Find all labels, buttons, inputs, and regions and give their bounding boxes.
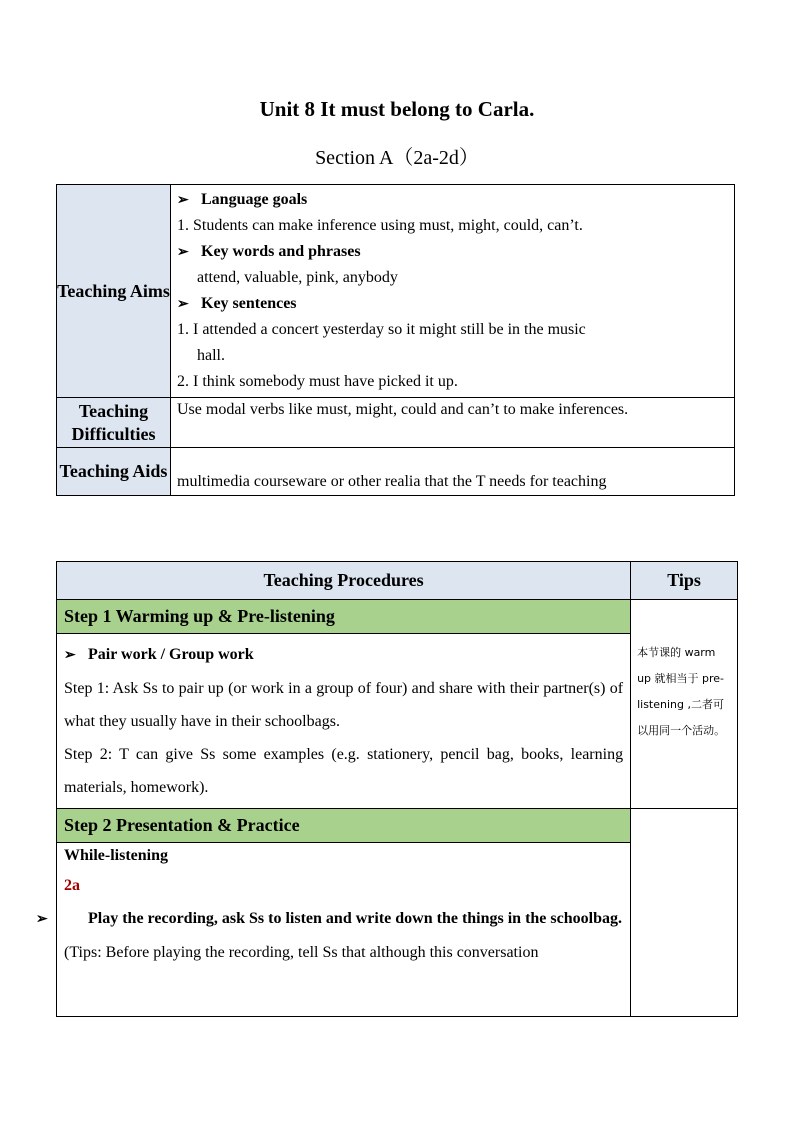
step1-line: Step 1: Ask Ss to pair up (or work in a group of four) and share with their partner(s) of what they usually have in their schoolbags. [64,680,624,730]
key-sentences-heading: ➢ Key sentences [177,291,728,317]
tips-header: Tips [631,562,738,600]
step1-title: Step 1 Warming up & Pre-listening [57,600,631,634]
step2-bullet: ➢ Play the recording, ask Ss to listen and write down the things in the schoolbag. [64,902,623,936]
step2-tip-cell [631,809,738,1017]
step2-tips-text: (Tips: Before playing the recording, tell Ss that although this conversation [64,944,539,961]
document-subtitle: Section A（2a-2d） [315,147,479,169]
activity-tag: 2a [64,877,80,894]
teaching-procedures-table [56,561,738,1017]
step1-tip: 本节课的 warm up 就相当于 pre-listening ,二者可以用同一个活动。 [631,600,738,809]
sentence-item: 1. I attended a concert yesterday so it might still be in the music [177,321,586,338]
teaching-aims-content [171,185,735,398]
key-words-heading: ➢ Key words and phrases [177,239,728,265]
teaching-aids-label: Teaching Aids [57,448,171,496]
procedures-header-row [57,562,738,600]
teaching-difficulties-label: Teaching Difficulties [57,398,171,448]
step2-body [57,843,631,1017]
language-goals-heading: ➢ Language goals [177,187,728,213]
teaching-aids-text: multimedia courseware or other realia that the T needs for teaching [171,448,735,496]
step1-line: Step 2: T can give Ss some examples (e.g. stationery, pencil bag, books, learning materials, homework). [64,746,624,796]
teaching-aims-table [56,184,735,496]
goal-item: 1. Students can make inference using must, might, could, can’t. [177,217,583,234]
sentence-item: 2. I think somebody must have picked it up. [177,373,458,390]
step1-bullet: ➢ Pair work / Group work [64,638,623,672]
step1-body [57,634,631,809]
step2-title: Step 2 Presentation & Practice [57,809,631,843]
step1-title-row [57,600,738,634]
aids-row [57,448,735,496]
sentence-item-continuation: hall. [197,347,225,364]
step2-title-row [57,809,738,843]
difficulties-row [57,398,735,448]
while-listening-heading: While-listening [64,847,169,864]
teaching-difficulties-text: Use modal verbs like must, might, could and can’t to make inferences. [171,398,735,448]
aims-row [57,185,735,398]
procedures-header: Teaching Procedures [57,562,631,600]
document-title: Unit 8 It must belong to Carla. [259,97,535,121]
teaching-aims-label: Teaching Aims [57,185,171,398]
key-words-text: attend, valuable, pink, anybody [197,269,398,286]
